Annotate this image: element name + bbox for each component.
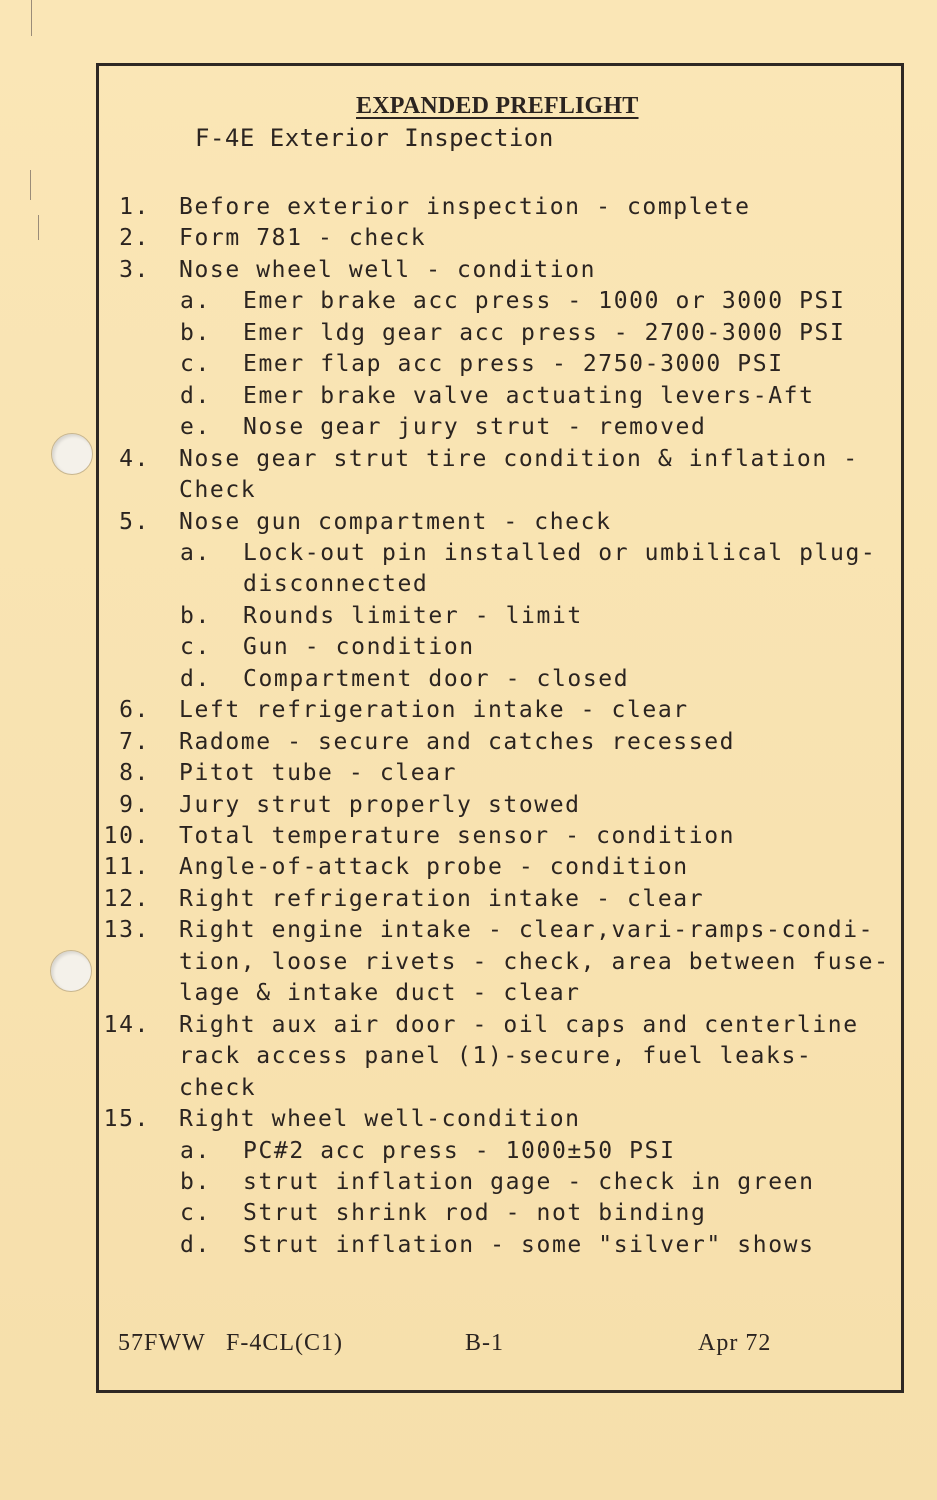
item-number: 13. bbox=[103, 917, 150, 944]
item-text: Gun - condition bbox=[243, 634, 475, 661]
footer-page-number: B-1 bbox=[465, 1330, 504, 1356]
punch-hole bbox=[50, 950, 92, 992]
item-number: 6. bbox=[119, 697, 150, 724]
item-number: b. bbox=[180, 319, 211, 346]
item-number: b. bbox=[180, 602, 211, 629]
item-text: Form 781 - check bbox=[179, 225, 427, 252]
item-number: e. bbox=[180, 414, 211, 441]
item-text: rack access panel (1)-secure, fuel leaks- bbox=[179, 1043, 813, 1070]
item-text: check bbox=[179, 1074, 257, 1101]
item-text: Radome - secure and catches recessed bbox=[179, 728, 736, 755]
margin-mark bbox=[31, 0, 32, 36]
item-number: 9. bbox=[119, 791, 150, 818]
margin-mark bbox=[38, 215, 39, 240]
punch-hole bbox=[51, 433, 93, 475]
item-number: a. bbox=[180, 288, 211, 315]
footer-date: Apr 72 bbox=[698, 1330, 772, 1356]
item-number: 7. bbox=[119, 728, 150, 755]
item-number: 15. bbox=[103, 1106, 150, 1133]
item-text: strut inflation gage - check in green bbox=[243, 1168, 815, 1195]
item-number: 2. bbox=[119, 225, 150, 252]
item-text: Lock-out pin installed or umbilical plug- bbox=[243, 539, 877, 566]
item-text: Right aux air door - oil caps and centerline bbox=[179, 1011, 859, 1038]
item-number: d. bbox=[180, 382, 211, 409]
item-text: tion, loose rivets - check, area between fuse- bbox=[179, 948, 890, 975]
item-text: Before exterior inspection - complete bbox=[179, 194, 751, 220]
item-number: 14. bbox=[103, 1011, 150, 1038]
item-number: 3. bbox=[119, 256, 150, 283]
footer-org: 57FWW bbox=[118, 1330, 206, 1356]
item-text: Nose gear strut tire condition & inflation - bbox=[179, 445, 859, 472]
item-number: 1. bbox=[119, 194, 150, 220]
item-number: a. bbox=[180, 1137, 211, 1164]
item-text: Pitot tube - clear bbox=[179, 760, 458, 787]
item-text: Rounds limiter - limit bbox=[243, 602, 583, 629]
item-text: Nose gear jury strut - removed bbox=[243, 414, 707, 441]
item-number: d. bbox=[180, 665, 211, 692]
item-number: 12. bbox=[103, 885, 150, 912]
item-text: Left refrigeration intake - clear bbox=[179, 697, 689, 724]
item-text: Emer flap acc press - 2750-3000 PSI bbox=[243, 351, 784, 378]
footer-doc-number: F-4CL(C1) bbox=[226, 1330, 343, 1356]
item-number: 8. bbox=[119, 760, 150, 787]
item-number: c. bbox=[180, 634, 211, 661]
item-text: disconnected bbox=[243, 571, 429, 598]
item-text: Emer brake acc press - 1000 or 3000 PSI bbox=[243, 288, 846, 315]
item-number: c. bbox=[180, 1200, 211, 1227]
item-text: Emer ldg gear acc press - 2700-3000 PSI bbox=[243, 319, 846, 346]
page-subtitle: F-4E Exterior Inspection bbox=[195, 124, 554, 152]
item-number: 4. bbox=[119, 445, 150, 472]
item-number: c. bbox=[180, 351, 211, 378]
item-text: Jury strut properly stowed bbox=[179, 791, 581, 818]
item-text: Compartment door - closed bbox=[243, 665, 630, 692]
page-title: EXPANDED PREFLIGHT bbox=[356, 93, 639, 119]
item-text: PC#2 acc press - 1000±50 PSI bbox=[243, 1137, 676, 1164]
item-number: 10. bbox=[103, 823, 150, 849]
margin-mark bbox=[30, 170, 31, 200]
item-text: Right wheel well-condition bbox=[179, 1106, 581, 1133]
item-number: d. bbox=[180, 1231, 211, 1258]
item-number: 11. bbox=[103, 854, 150, 881]
item-text: Nose wheel well - condition bbox=[179, 256, 597, 283]
item-text: Strut inflation - some "silver" shows bbox=[243, 1231, 815, 1258]
item-text: Total temperature sensor - condition bbox=[179, 823, 736, 849]
item-text: lage & intake duct - clear bbox=[179, 980, 581, 1007]
item-number: 5. bbox=[119, 508, 150, 535]
item-text: Check bbox=[179, 477, 257, 504]
item-number: b. bbox=[180, 1168, 211, 1195]
item-number: a. bbox=[180, 539, 211, 566]
item-text: Strut shrink rod - not binding bbox=[243, 1200, 707, 1227]
item-text: Right refrigeration intake - clear bbox=[179, 885, 705, 912]
item-text: Right engine intake - clear,vari-ramps-condi- bbox=[179, 917, 875, 944]
item-text: Nose gun compartment - check bbox=[179, 508, 612, 535]
item-text: Angle-of-attack probe - condition bbox=[179, 854, 689, 881]
item-text: Emer brake valve actuating levers-Aft bbox=[243, 382, 815, 409]
